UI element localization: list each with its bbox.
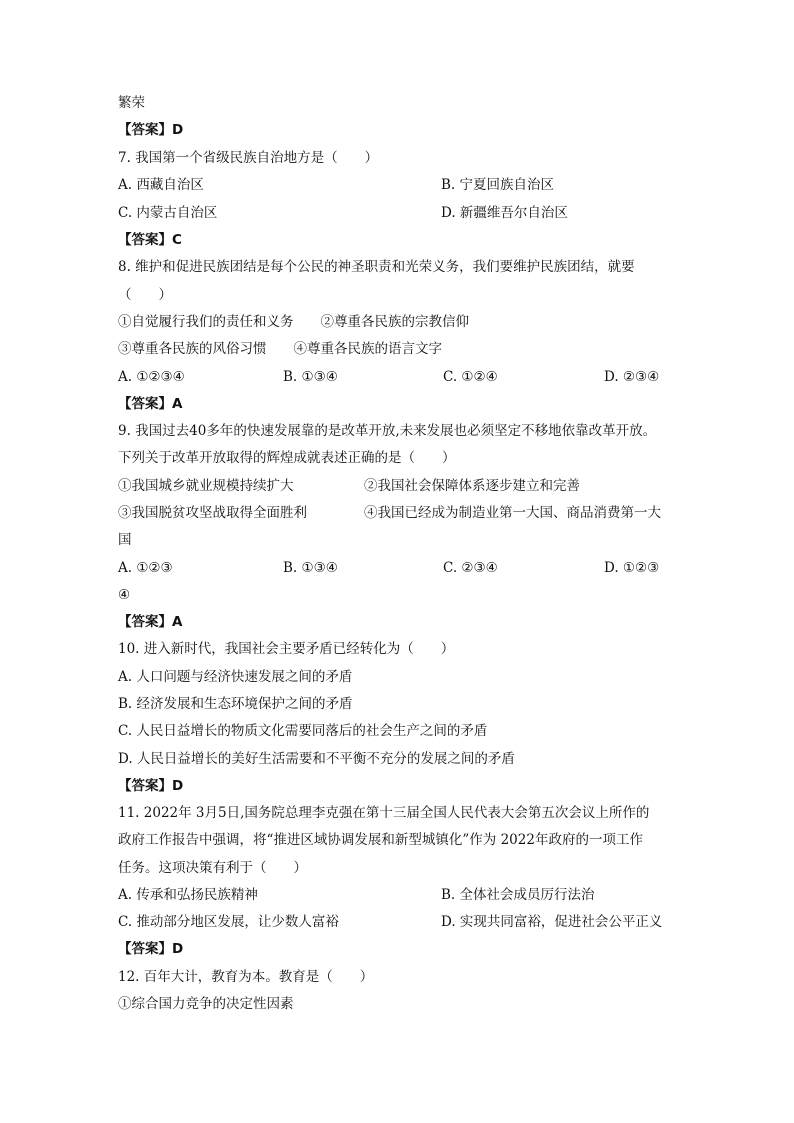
option-b: B. ①③④ xyxy=(283,560,338,576)
option-b: B. 全体社会成员厉行法治 xyxy=(441,887,595,903)
option-c: C. 人民日益增长的物质文化需要同落后的社会生产之间的矛盾 xyxy=(118,723,488,739)
option-c: C. 推动部分地区发展，让少数人富裕 xyxy=(118,914,339,930)
option-d: D. 实现共同富裕，促进社会公平正义 xyxy=(441,914,663,930)
answer-line: 【答案】D xyxy=(118,122,184,138)
option-a: A. 西藏自治区 xyxy=(118,177,204,193)
question-12: 12. 百年大计，教育为本。教育是（ ） xyxy=(118,969,374,985)
option-a: A. ①②③④ xyxy=(118,369,185,385)
option-d: D. ②③④ xyxy=(604,369,660,385)
question-11-cont: 任务。这项决策有利于（ ） xyxy=(118,860,307,876)
statement-line: ③我国脱贫攻坚战取得全面胜利 xyxy=(118,505,307,521)
statement-line-cont: 国 xyxy=(118,532,132,548)
option-a: A. 人口问题与经济快速发展之间的矛盾 xyxy=(118,669,353,685)
option-c: C. 内蒙古自治区 xyxy=(118,205,218,221)
option-c: C. ②③④ xyxy=(443,560,498,576)
answer-line: 【答案】D xyxy=(118,941,184,957)
option-d: D. ①②③ xyxy=(604,560,660,576)
answer-line: 【答案】C xyxy=(118,232,182,248)
question-9: 9. 我国过去40多年的快速发展靠的是改革开放,未来发展也必须坚定不移地依靠改革开放。 xyxy=(118,423,657,439)
option-d-cont: ④ xyxy=(118,587,131,603)
option-d: D. 人民日益增长的美好生活需要和不平衡不充分的发展之间的矛盾 xyxy=(118,751,515,767)
statement-line: ③尊重各民族的风俗习惯 ④尊重各民族的语言文字 xyxy=(118,341,442,357)
question-8-blank: （ ） xyxy=(118,287,172,303)
option-b: B. ①③④ xyxy=(283,369,338,385)
question-10: 10. 进入新时代，我国社会主要矛盾已经转化为（ ） xyxy=(118,641,455,657)
question-11: 11. 2022年 3月5日,国务院总理李克强在第十三届全国人民代表大会第五次会议上所作的 xyxy=(118,805,650,821)
question-11-cont: 政府工作报告中强调，将“推进区域协调发展和新型城镇化”作为 2022年政府的一项工作 xyxy=(118,832,643,848)
statement-line: ①综合国力竞争的决定性因素 xyxy=(118,996,294,1012)
option-c: C. ①②④ xyxy=(443,369,498,385)
question-9-cont: 下列关于改革开放取得的辉煌成就表述正确的是（ ） xyxy=(118,450,456,466)
statement-line: ①自觉履行我们的责任和义务 ②尊重各民族的宗教信仰 xyxy=(118,314,469,330)
option-a: A. 传承和弘扬民族精神 xyxy=(118,887,258,903)
option-d: D. 新疆维吾尔自治区 xyxy=(441,205,568,221)
question-7: 7. 我国第一个省级民族自治地方是（ ） xyxy=(118,150,379,166)
question-8: 8. 维护和促进民族团结是每个公民的神圣职责和光荣义务，我们要维护民族团结，就要 xyxy=(118,259,635,275)
statement-line: ②我国社会保障体系逐步建立和完善 xyxy=(364,478,580,494)
option-b: B. 经济发展和生态环境保护之间的矛盾 xyxy=(118,696,353,712)
answer-line: 【答案】A xyxy=(118,396,183,412)
text-line: 繁荣 xyxy=(118,95,145,111)
answer-line: 【答案】D xyxy=(118,778,184,794)
statement-line: ④我国已经成为制造业第一大国、商品消费第一大 xyxy=(364,505,661,521)
statement-line: ①我国城乡就业规模持续扩大 xyxy=(118,478,294,494)
option-b: B. 宁夏回族自治区 xyxy=(441,177,555,193)
option-a: A. ①②③ xyxy=(118,560,173,576)
answer-line: 【答案】A xyxy=(118,614,183,630)
